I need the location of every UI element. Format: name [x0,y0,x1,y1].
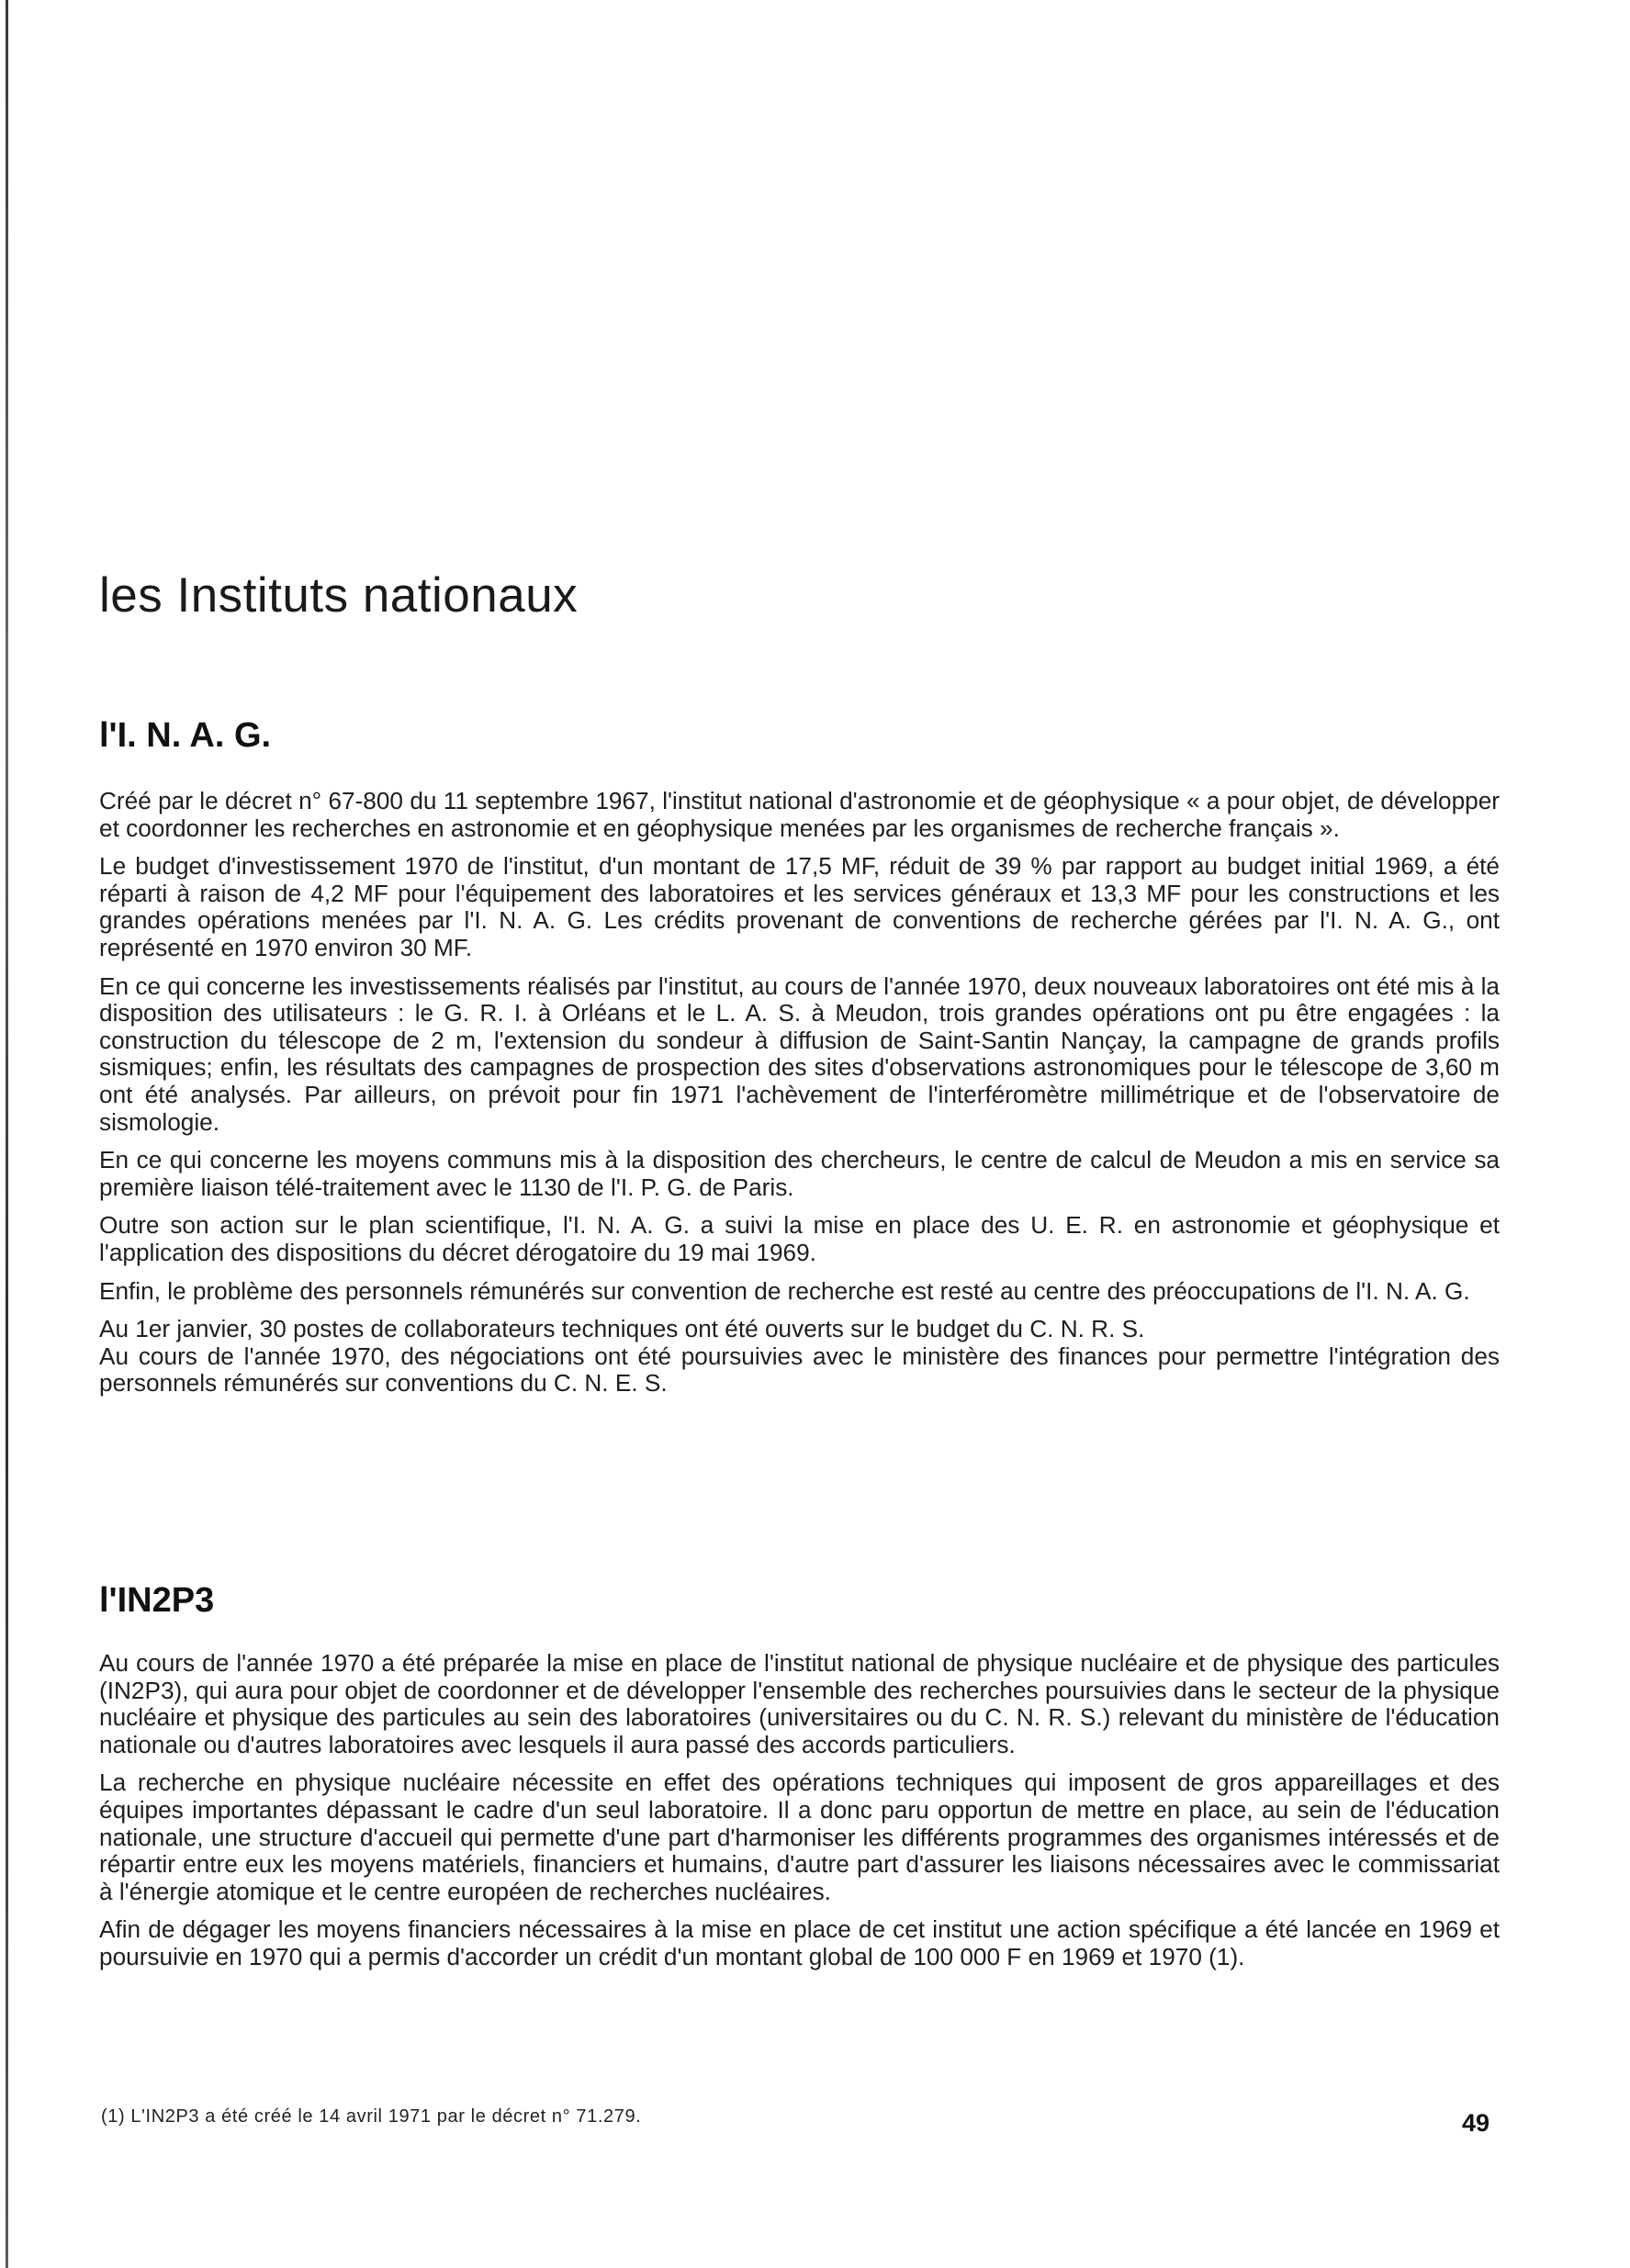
paragraph: Afin de dégager les moyens financiers nécessaires à la mise en place de cet institut une action spécifique a été lancée en 1969 et poursuivie en 1970 qui a permis d'accorder un crédit d'un montant global de 100 000 F en 1969 et 1970 (1). [99,1915,1500,1970]
page-number: 49 [1462,2109,1490,2137]
paragraph: Le budget d'investissement 1970 de l'institut, d'un montant de 17,5 MF, réduit de 39 % par rapport au budget initial 1969, a été réparti à raison de 4,2 MF pour l'équipement des laboratoires et les services généraux et 13,3 MF pour les constructions et les grandes opérations menées par l'I. N. A. G. Les crédits provenant de conventions de recherche gérées par l'I. N. A. G., ont représenté en 1970 environ 30 MF. [99,852,1500,961]
paragraph: Enfin, le problème des personnels rémunérés sur convention de recherche est resté au centre des préoccupations de l'I. N. A. G. [99,1276,1470,1305]
footnote: (1) L'IN2P3 a été créé le 14 avril 1971 par le décret n° 71.279. [101,2106,642,2127]
section-body-inag [99,788,1500,1409]
paragraph: Créé par le décret n° 67-800 du 11 septembre 1967, l'institut national d'astronomie et de géophysique « a pour objet, de développer et coordonner les recherches en astronomie et en géophysique menées par les organismes de recherche français ». [99,787,1500,842]
paragraph: Au cours de l'année 1970 a été préparée la mise en place de l'institut national de physique nucléaire et de physique des particules (IN2P3), qui aura pour objet de coordonner et de développer l'ensemble des recherches poursuivies dans le secteur de la physique nucléaire et physique des particules au sein des laboratoires (universitaires ou du C. N. R. S.) relevant du ministère de l'éducation nationale ou d'autres laboratoires avec lesquels il aura passé des accords particuliers. [99,1649,1500,1758]
section-body-in2p3 [99,1650,1500,1982]
section-heading-inag: l'I. N. A. G. [99,716,272,755]
paragraph: Outre son action sur le plan scientifique, l'I. N. A. G. a suivi la mise en place des U. E. R. en astronomie et géophysique et l'application des dispositions du décret dérogatoire du 19 mai 1969. [99,1211,1500,1266]
section-heading-in2p3: l'IN2P3 [99,1581,215,1620]
paragraph: Au cours de l'année 1970, des négociations ont été poursuivies avec le ministère des finances pour permettre l'intégration des personnels rémunérés sur conventions du C. N. E. S. [99,1342,1500,1398]
paragraph: En ce qui concerne les investissements réalisés par l'institut, au cours de l'année 1970, deux nouveaux laboratoires ont été mis à la disposition des utilisateurs : le G. R. I. à Orléans et le L. A. S. à Meudon, trois grandes opérations ont pu être engagées : la construction du télescope de 2 m, l'extension du sondeur à diffusion de Saint-Santin Nançay, la campagne de grands profils sismiques; enfin, les résultats des campagnes de prospection des sites d'observations astronomiques pour le télescope de 3,60 m ont été analysés. Par ailleurs, on prévoit pour fin 1971 l'achèvement de l'interféromètre millimétrique et de l'observatoire de sismologie. [99,971,1500,1136]
scan-edge-line [6,0,8,2268]
paragraph: Au 1er janvier, 30 postes de collaborateurs techniques ont été ouverts sur le budget du C. N. R. S. [99,1315,1145,1343]
paragraph: La recherche en physique nucléaire nécessite en effet des opérations techniques qui imposent de gros appareillages et des équipes importantes dépassant le cadre d'un seul laboratoire. Il a donc paru opportun de mettre en place, au sein de l'éducation nationale, une structure d'accueil qui permette d'une part d'harmoniser les différents programmes des organismes intéressés et de répartir entre eux les moyens matériels, financiers et humains, d'autre part d'assurer les liaisons nécessaires avec le commissariat à l'énergie atomique et le centre européen de recherches nucléaires. [99,1768,1500,1905]
paragraph: En ce qui concerne les moyens communs mis à la disposition des chercheurs, le centre de calcul de Meudon a mis en service sa première liaison télé-traitement avec le 1130 de l'I. P. G. de Paris. [99,1146,1500,1201]
chapter-title: les Instituts nationaux [99,568,579,623]
